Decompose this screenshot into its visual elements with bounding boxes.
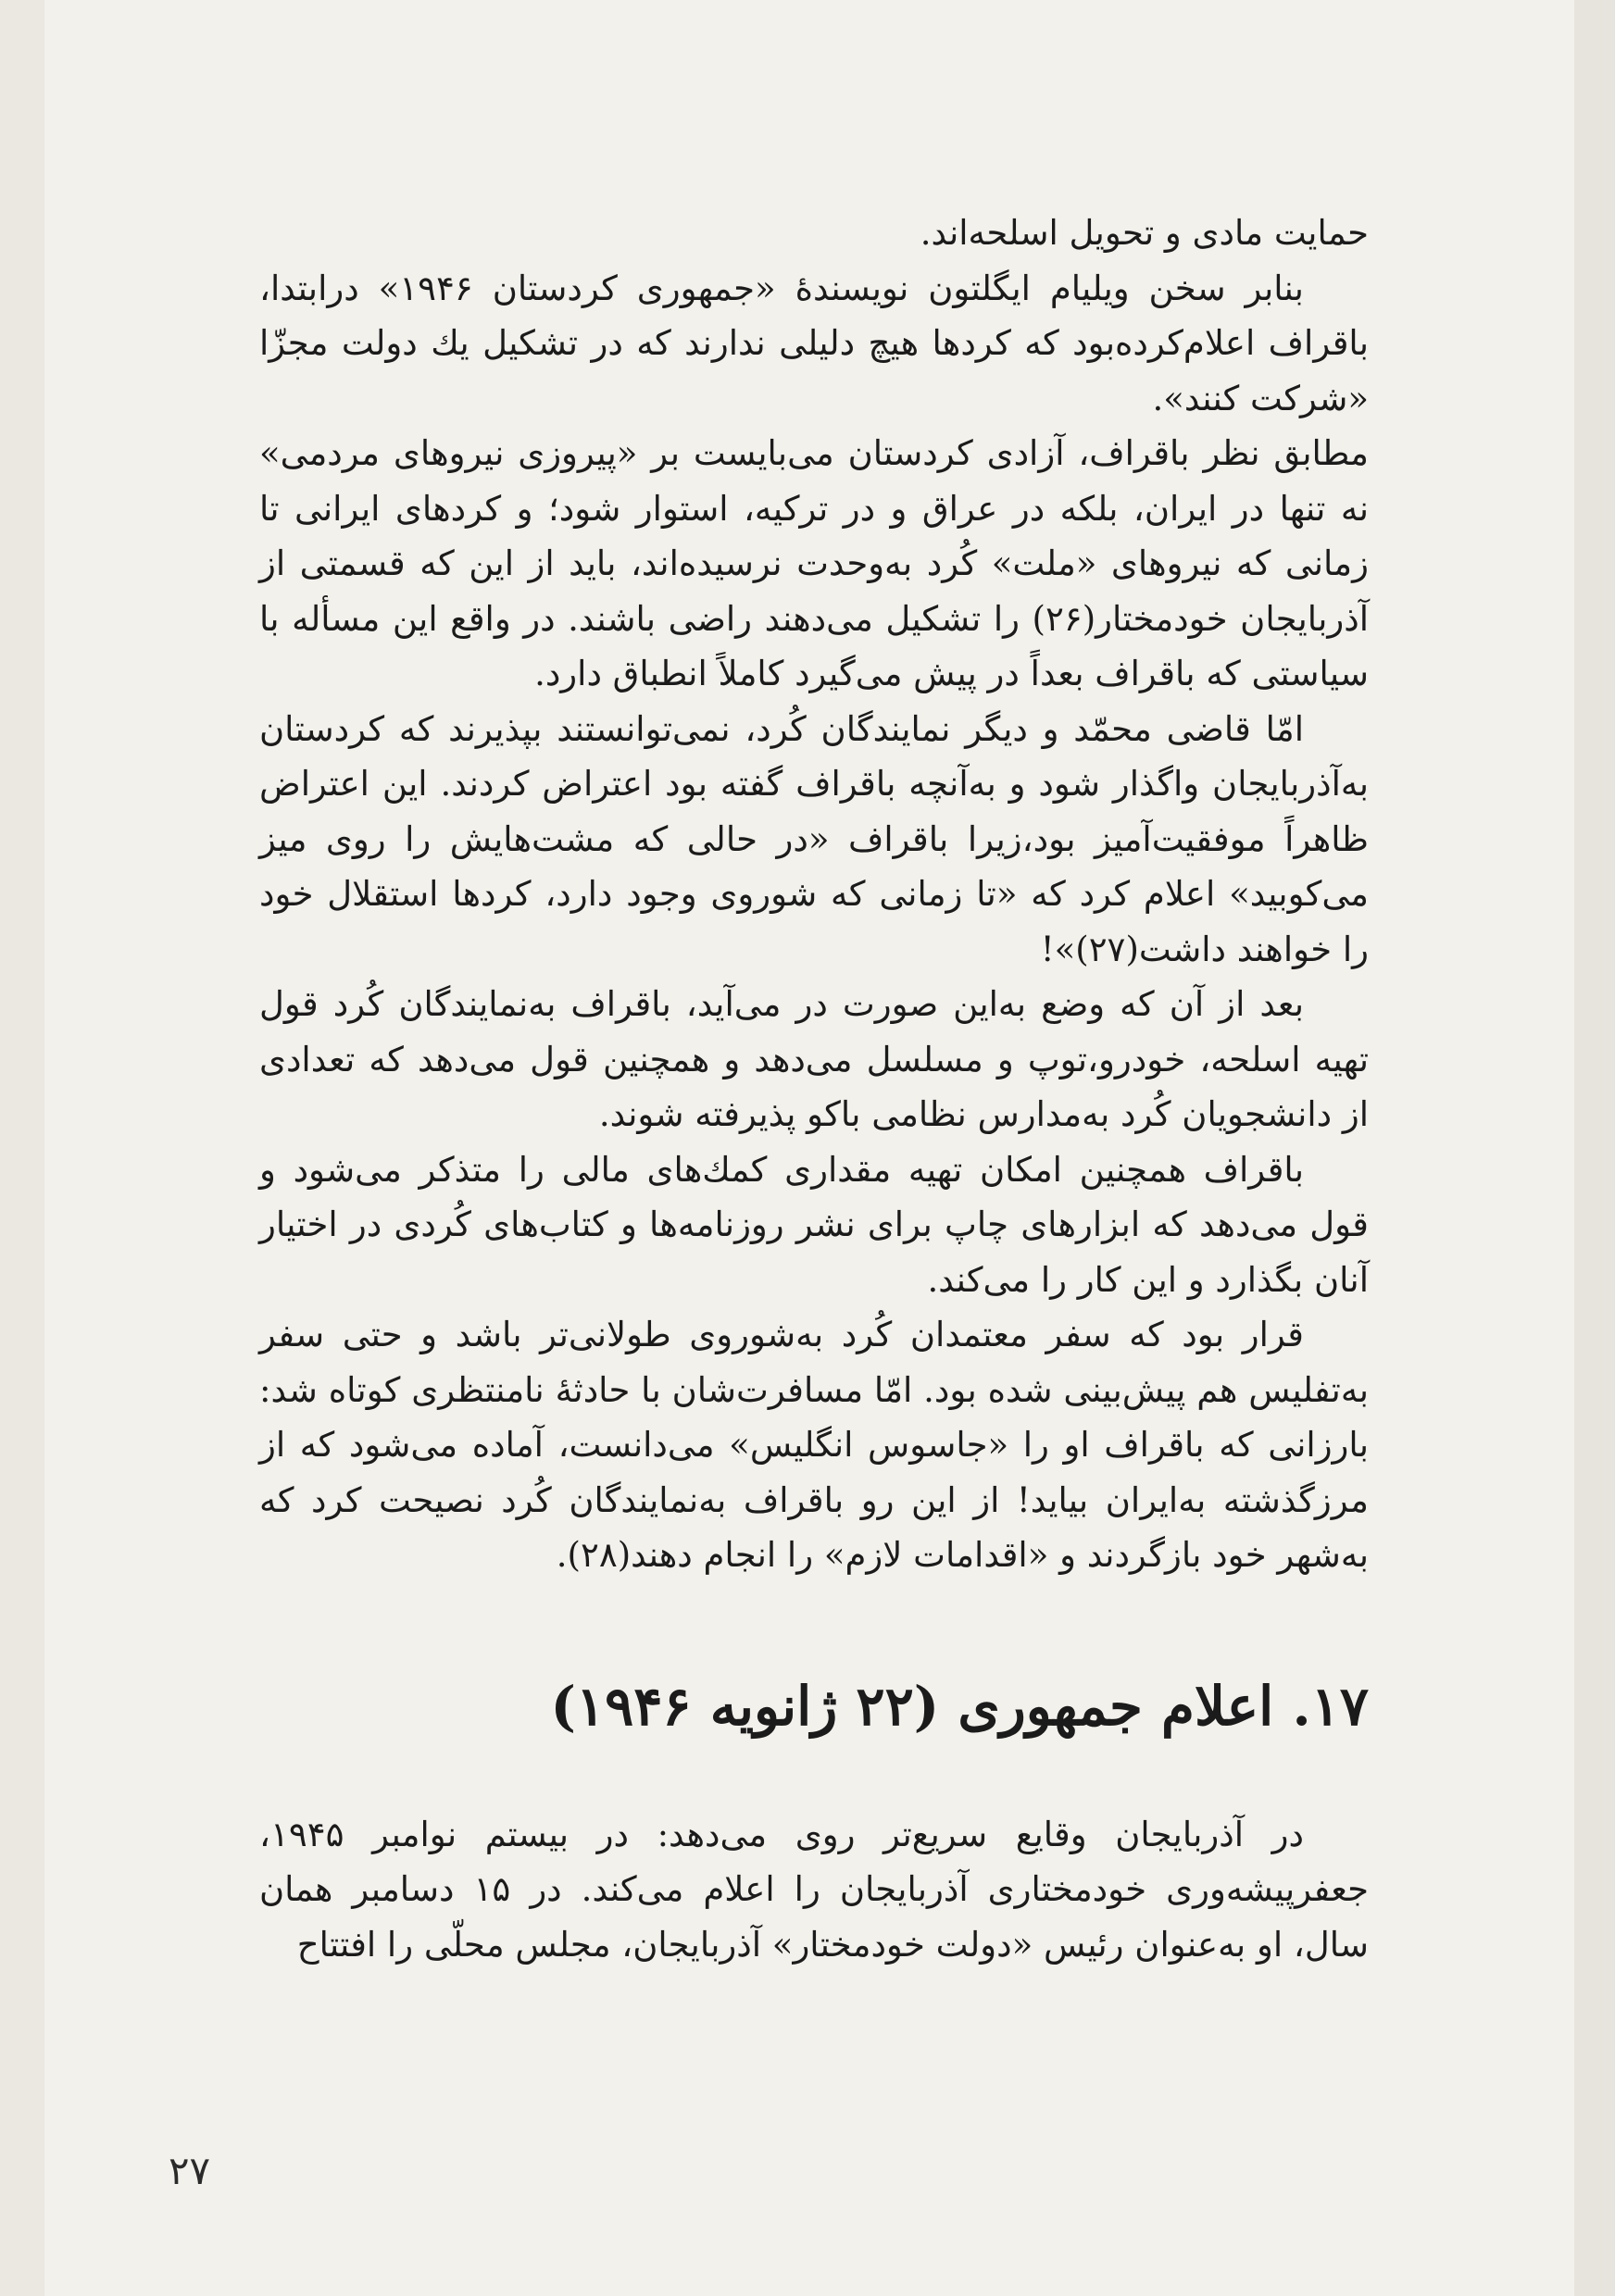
paragraph-5: بعد از آن که وضع به‌این صورت در می‌آید، باقراف به‌نمایندگان کُرد قول تهیه اسلحه، خودرو،توپ و مسلسل می‌دهد و همچنین قول می‌دهد که تعدادی از دانشجویان کُرد به‌مدارس نظامی باکو پذیرفته شوند. xyxy=(259,984,1369,1134)
paragraph-8: در آذربایجان وقایع سریع‌تر روی می‌دهد: در بیستم نوامبر ۱۹۴۵، جعفرپیشه‌وری خودمختاری آذربایجان را اعلام می‌کند. در ۱۵ دسامبر همان سال، او به‌عنوان رئیس «دولت خودمختار» آذربایجان، مجلس محلّی را افتتاح xyxy=(259,1814,1369,1965)
paragraph-3: مطابق نظر باقراف، آزادی کردستان می‌بایست بر «پیروزی نیروهای مردمی» نه تنها در ایران، بلکه در عراق و در ترکیه، استوار شود؛ و کردهای ایرانی تا زمانی که نیروهای «ملت» کُرد به‌وحدت نرسیده‌اند، باید از این که قسمتی از آذربایجان خودمختار(۲۶) را تشکیل می‌دهند راضی باشند. در واقع این مسأله با سیاستی که باقراف بعداً در پیش می‌گیرد کاملاً انطباق دارد. xyxy=(259,433,1369,693)
page-right-margin xyxy=(1574,0,1615,2296)
section-heading: ۱۷. اعلام جمهوری (۲۲ ژانویه ۱۹۴۶) xyxy=(550,1674,1369,1738)
paragraph-2: بنابر سخن ویلیام ایگلتون نویسندۀ «جمهوری کردستان ۱۹۴۶» درابتدا، باقراف اعلام‌کرده‌بود که کردها هیچ دلیلی ندارند که در تشکیل یك دولت مجزّا «شرکت کنند». xyxy=(259,268,1369,418)
page-left-margin xyxy=(0,0,44,2296)
paragraph-4: امّا قاضی محمّد و دیگر نمایندگان کُرد، نمی‌توانستند بپذیرند که کردستان به‌آذربایجان واگذار شود و به‌آنچه باقراف گفته بود اعتراض کردند. این اعتراض ظاهراً موفقیت‌آمیز بود،زیرا باقراف «در حالی که مشت‌هایش را روی میز می‌کوبید» اعلام کرد که «تا زمانی که شوروی وجود دارد، کردها استقلال خود را خواهند داشت(۲۷)»! xyxy=(259,708,1369,969)
paragraph-7: قرار بود که سفر معتمدان کُرد به‌شوروی طولانی‌تر باشد و حتی سفر به‌تفلیس هم پیش‌بینی شده بود. امّا مسافرت‌شان با حادثۀ نامنتظری کوتاه شد: بارزانی که باقراف او را «جاسوس انگلیس» می‌دانست، آماده می‌شود که از مرزگذشته به‌ایران بیاید! از این رو باقراف به‌نمایندگان کُرد نصیحت کرد که به‌شهر خود بازگردند و «اقدامات لازم» را انجام دهند(۲۸). xyxy=(259,1315,1369,1575)
page-body xyxy=(259,206,1369,1972)
paragraph-6: باقراف همچنین امکان تهیه مقداری کمك‌های مالی را متذکر می‌شود و قول می‌دهد که ابزارهای چاپ برای نشر روزنامه‌ها و کتاب‌های کُردی در اختیار آنان بگذارد و این کار را می‌کند. xyxy=(259,1149,1369,1300)
paragraph-1: حمایت مادی و تحویل اسلحه‌اند. xyxy=(920,213,1369,253)
page-number: ۲۷ xyxy=(169,2148,211,2193)
